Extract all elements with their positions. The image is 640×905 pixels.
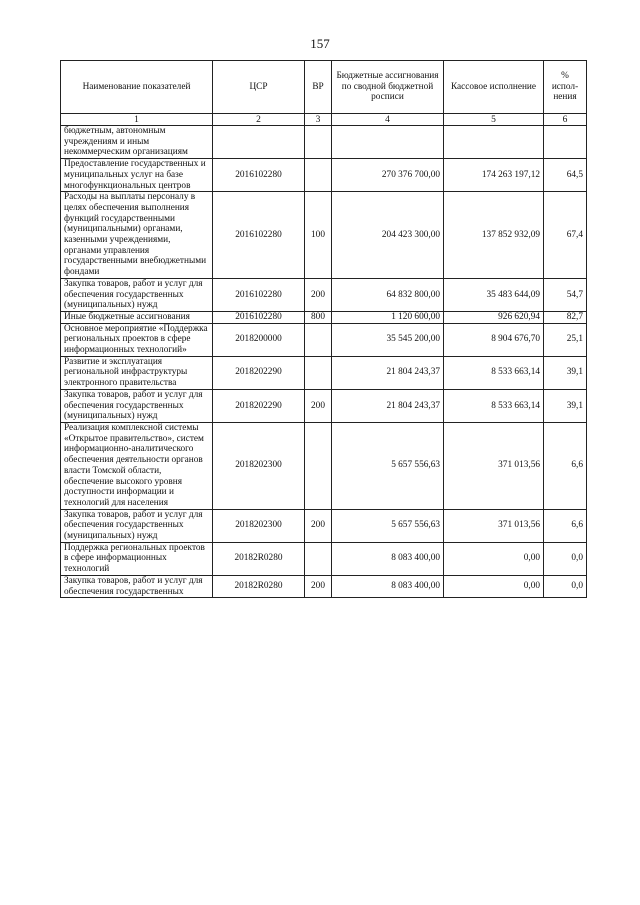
csr-cell: 2018202290 bbox=[213, 389, 305, 422]
csr-cell: 2016102280 bbox=[213, 311, 305, 323]
indicator-name-cell: Основное мероприятие «Поддержка региональных проектов в сфере информационных технологий» bbox=[61, 323, 213, 356]
execution-percent-cell: 0,0 bbox=[544, 575, 587, 597]
budget-allocation-cell: 5 657 556,63 bbox=[332, 509, 444, 542]
execution-percent-cell: 67,4 bbox=[544, 192, 587, 279]
cash-execution-cell: 926 620,94 bbox=[444, 311, 544, 323]
table-row bbox=[61, 192, 587, 279]
execution-percent-cell: 64,5 bbox=[544, 159, 587, 192]
table-row bbox=[61, 311, 587, 323]
header-execution-percent: % испол-нения bbox=[544, 61, 587, 114]
budget-allocation-cell: 8 083 400,00 bbox=[332, 542, 444, 575]
header-indicator-name: Наименование показателей bbox=[61, 61, 213, 114]
execution-percent-cell: 39,1 bbox=[544, 356, 587, 389]
indicator-name-cell: Поддержка региональных проектов в сфере информационных технологий bbox=[61, 542, 213, 575]
table-row bbox=[61, 126, 587, 159]
column-number: 6 bbox=[544, 114, 587, 126]
budget-allocation-cell: 8 083 400,00 bbox=[332, 575, 444, 597]
execution-percent-cell: 6,6 bbox=[544, 422, 587, 509]
table-row bbox=[61, 575, 587, 597]
indicator-name-cell: Закупка товаров, работ и услуг для обеспечения государственных (муниципальных) нужд bbox=[61, 278, 213, 311]
column-number: 2 bbox=[213, 114, 305, 126]
budget-allocation-cell: 1 120 600,00 bbox=[332, 311, 444, 323]
cash-execution-cell: 0,00 bbox=[444, 575, 544, 597]
csr-cell: 2016102280 bbox=[213, 192, 305, 279]
indicator-name-cell: Развитие и эксплуатация региональной инфраструктуры электронного правительства bbox=[61, 356, 213, 389]
csr-cell: 2016102280 bbox=[213, 278, 305, 311]
indicator-name-cell: Расходы на выплаты персоналу в целях обеспечения выполнения функций государственными (муниципальными) органами, казенными учреждениями, органами управления государственными внебюджетными фондами bbox=[61, 192, 213, 279]
vr-cell bbox=[305, 323, 332, 356]
csr-cell bbox=[213, 126, 305, 159]
column-number: 1 bbox=[61, 114, 213, 126]
cash-execution-cell: 174 263 197,12 bbox=[444, 159, 544, 192]
budget-allocation-cell: 35 545 200,00 bbox=[332, 323, 444, 356]
csr-cell: 2018202300 bbox=[213, 422, 305, 509]
vr-cell bbox=[305, 126, 332, 159]
indicator-name-cell: Предоставление государственных и муниципальных услуг на базе многофункциональных центров bbox=[61, 159, 213, 192]
vr-cell bbox=[305, 356, 332, 389]
table-row bbox=[61, 356, 587, 389]
execution-percent-cell: 54,7 bbox=[544, 278, 587, 311]
header-csr: ЦСР bbox=[213, 61, 305, 114]
budget-allocation-cell: 204 423 300,00 bbox=[332, 192, 444, 279]
table-body bbox=[61, 114, 587, 598]
table-row bbox=[61, 159, 587, 192]
csr-cell: 2018200000 bbox=[213, 323, 305, 356]
cash-execution-cell: 371 013,56 bbox=[444, 422, 544, 509]
budget-execution-table bbox=[60, 60, 587, 598]
execution-percent-cell: 82,7 bbox=[544, 311, 587, 323]
table-row bbox=[61, 278, 587, 311]
cash-execution-cell: 8 533 663,14 bbox=[444, 389, 544, 422]
cash-execution-cell: 137 852 932,09 bbox=[444, 192, 544, 279]
cash-execution-cell: 8 533 663,14 bbox=[444, 356, 544, 389]
vr-cell: 200 bbox=[305, 509, 332, 542]
table-row bbox=[61, 389, 587, 422]
indicator-name-cell: Закупка товаров, работ и услуг для обеспечения государственных (муниципальных) нужд bbox=[61, 509, 213, 542]
vr-cell: 800 bbox=[305, 311, 332, 323]
column-number: 3 bbox=[305, 114, 332, 126]
header-row bbox=[61, 61, 587, 114]
vr-cell: 100 bbox=[305, 192, 332, 279]
indicator-name-cell: Закупка товаров, работ и услуг для обеспечения государственных (муниципальных) нужд bbox=[61, 389, 213, 422]
vr-cell: 200 bbox=[305, 575, 332, 597]
table-row bbox=[61, 542, 587, 575]
execution-percent-cell bbox=[544, 126, 587, 159]
cash-execution-cell: 35 483 644,09 bbox=[444, 278, 544, 311]
csr-cell: 20182R0280 bbox=[213, 575, 305, 597]
table-row bbox=[61, 323, 587, 356]
vr-cell: 200 bbox=[305, 389, 332, 422]
column-number: 5 bbox=[444, 114, 544, 126]
budget-allocation-cell: 5 657 556,63 bbox=[332, 422, 444, 509]
vr-cell bbox=[305, 542, 332, 575]
cash-execution-cell: 0,00 bbox=[444, 542, 544, 575]
execution-percent-cell: 25,1 bbox=[544, 323, 587, 356]
header-vr: ВР bbox=[305, 61, 332, 114]
budget-allocation-cell: 21 804 243,37 bbox=[332, 389, 444, 422]
indicator-name-cell: бюджетным, автономным учреждениям и иным некоммерческим организациям bbox=[61, 126, 213, 159]
csr-cell: 2018202290 bbox=[213, 356, 305, 389]
cash-execution-cell: 371 013,56 bbox=[444, 509, 544, 542]
cash-execution-cell: 8 904 676,70 bbox=[444, 323, 544, 356]
indicator-name-cell: Закупка товаров, работ и услуг для обеспечения государственных bbox=[61, 575, 213, 597]
budget-allocation-cell: 64 832 800,00 bbox=[332, 278, 444, 311]
execution-percent-cell: 39,1 bbox=[544, 389, 587, 422]
vr-cell bbox=[305, 159, 332, 192]
table-row bbox=[61, 422, 587, 509]
column-number-row bbox=[61, 114, 587, 126]
execution-percent-cell: 0,0 bbox=[544, 542, 587, 575]
indicator-name-cell: Реализация комплексной системы «Открытое правительство», систем информационно-аналитического обеспечения деятельности органов власти Томской области, обеспечение высокого уровня доступности информации и технологий для населения bbox=[61, 422, 213, 509]
csr-cell: 2018202300 bbox=[213, 509, 305, 542]
budget-allocation-cell bbox=[332, 126, 444, 159]
budget-allocation-cell: 270 376 700,00 bbox=[332, 159, 444, 192]
vr-cell bbox=[305, 422, 332, 509]
execution-percent-cell: 6,6 bbox=[544, 509, 587, 542]
csr-cell: 20182R0280 bbox=[213, 542, 305, 575]
table-row bbox=[61, 509, 587, 542]
column-number: 4 bbox=[332, 114, 444, 126]
page-number: 157 bbox=[310, 36, 330, 51]
vr-cell: 200 bbox=[305, 278, 332, 311]
header-budget-allocations: Бюджетные ассигнования по сводной бюджетной росписи bbox=[332, 61, 444, 114]
indicator-name-cell: Иные бюджетные ассигнования bbox=[61, 311, 213, 323]
csr-cell: 2016102280 bbox=[213, 159, 305, 192]
header-cash-execution: Кассовое исполнение bbox=[444, 61, 544, 114]
cash-execution-cell bbox=[444, 126, 544, 159]
budget-allocation-cell: 21 804 243,37 bbox=[332, 356, 444, 389]
